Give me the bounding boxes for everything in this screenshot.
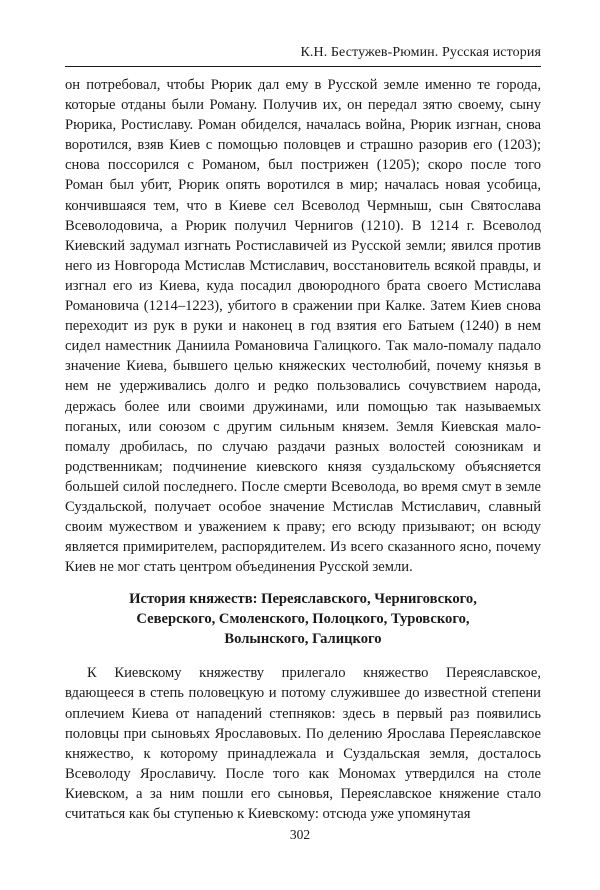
section-heading-line: Волынского, Галицкого bbox=[224, 631, 382, 648]
running-head: К.Н. Бестужев-Рюмин. Русская история bbox=[300, 45, 541, 60]
section-heading-line: Северского, Смоленского, Полоцкого, Туровского, bbox=[136, 611, 470, 628]
book-page bbox=[65, 44, 541, 824]
page-number: 302 bbox=[289, 827, 311, 842]
section-heading-line: История княжеств: Переяславского, Черниговского, bbox=[129, 591, 477, 608]
section-heading bbox=[65, 589, 541, 649]
body-paragraph-continued: он потребовал, чтобы Рюрик дал ему в Русской земле именно те города, которые отданы были Роману. Получив их, он передал зятю своему, сыну Рюрика, Ростиславу. Роман обиделся, началась война, Рюрик изгнан, снова воротился, взяв Киев с помощью половцев и страшно разорив его (1203); снова поссорился с Романом, был пострижен (1205); скоро после того Роман был убит, Рюрик опять воротился в мир; началась новая усобица, кончившаяся тем, что в Киеве сел Всеволод Чермныш, сын Святослава Всеволодовича, а Рюрик получил Чернигов (1210). В 1214 г. Всеволод Киевский задумал изгнать Ростиславичей из Русской земли; явился против него из Новгорода Мстислав Мстиславич, восстановитель всякой правды, и изгнал его из Киева, куда посадил двоюродного брата своего Мстислава Романовича (1214–1223), убитого в сражении при Калке. Затем Киев снова переходит из рук в руки и наконец в год взятия его Батыем (1240) в нем сидел наместник Даниила Романовича Галицкого. Так мало-помалу падало значение Киева, бывшего целью княжеских честолюбий, почему князья в нем не удерживались долго и редко пользовались сочувствием народа, держась более или своими дружинами, или помощью так называемых поганых, или союзом с другим сильным князем. Земля Киевская мало-помалу дробилась, по случаю раздачи разных волостей союзникам и родственникам; подчинение киевского князя суздальскому объясняется большей силой последнего. После смерти Всеволода, во время смут в земле Суздальской, получает особое значение Мстислав Мстиславич, славный своим мужеством и уважением к праву; его всюду призывают; он всюду является примирителем, распорядителем. Из всего сказанного ясно, почему Киев не мог стать центром объединения Русской земли. bbox=[65, 77, 541, 576]
header-rule bbox=[65, 66, 541, 67]
body-paragraph: К Киевскому княжеству прилегало княжество Переяславское, вдающееся в степь половецкую и потому служившее до известной степени оплечием Киева от нападений степняков: здесь в первый раз появились половцы при сыновьях Ярославовых. По делению Ярослава Переяславское княжество, к которому принадлежала и Суздальская земля, досталось Всеволоду Ярославичу. После того как Мономах утвердился на столе Киевском, а за ним пошли его сыновья, Переяславское княжение стало считаться как бы ступенью к Киевскому: отсюда уже упомянутая bbox=[65, 665, 541, 822]
